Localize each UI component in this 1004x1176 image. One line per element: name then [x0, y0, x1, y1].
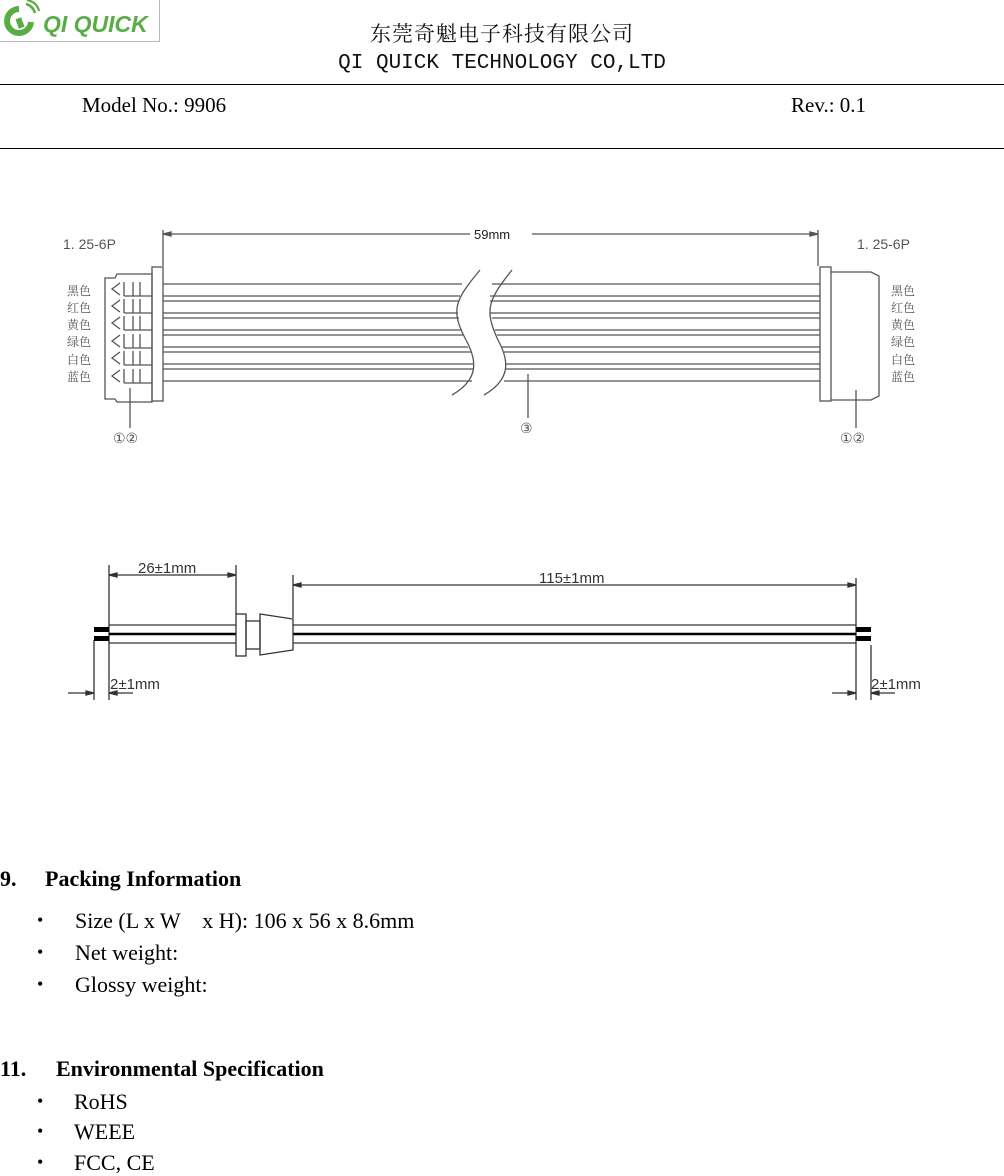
section-number-environmental: 11.: [0, 1056, 27, 1081]
svg-text:白色: 白色: [891, 353, 916, 367]
svg-text:黄色: 黄色: [67, 318, 92, 332]
svg-text:黑色: 黑色: [67, 284, 92, 298]
svg-text:白色: 白色: [67, 353, 92, 367]
ribbon-wires-left: [163, 284, 474, 381]
company-name-english: QI QUICK TECHNOLOGY CO,LTD: [338, 52, 666, 75]
left-connector-pins: [112, 282, 152, 383]
left-wire-color-labels: [67, 284, 91, 384]
header-divider-top: [0, 84, 1004, 85]
bullet-icon: •: [37, 1121, 44, 1141]
left-tinned-end-top: [94, 627, 109, 632]
header-divider-bottom: [0, 148, 1004, 149]
svg-text:黄色: 黄色: [891, 318, 916, 332]
revision-number: Rev.: 0.1: [791, 93, 867, 117]
dim-strip-length: 26±1mm: [138, 560, 197, 577]
packing-net-weight: Net weight:: [75, 940, 179, 965]
packing-size: Size (L x W x H): 106 x 56 x 8.6mm: [75, 908, 415, 933]
section-title-environmental: Environmental Specification: [56, 1056, 324, 1081]
env-rohs: RoHS: [74, 1089, 128, 1114]
dim-tip-left: 2±1mm: [110, 676, 160, 693]
right-wire-color-labels: [891, 284, 915, 384]
right-connector-label: 1. 25-6P: [857, 236, 910, 252]
svg-text:红色: 红色: [67, 301, 92, 315]
env-weee: WEEE: [74, 1119, 136, 1144]
env-fcc-ce: FCC, CE: [74, 1150, 155, 1175]
cable-length-label: 59mm: [474, 227, 511, 242]
svg-text:绿色: 绿色: [67, 335, 92, 349]
bullet-icon: •: [37, 1091, 44, 1111]
dim-tip-right: 2±1mm: [871, 676, 921, 693]
section-title-packing: Packing Information: [45, 866, 242, 891]
company-name-chinese: 东莞奇魁电子科技有限公司: [370, 22, 634, 46]
svg-text:红色: 红色: [891, 301, 916, 315]
svg-text:蓝色: 蓝色: [67, 370, 92, 384]
left-connector-label: 1. 25-6P: [63, 236, 116, 252]
bullet-icon: •: [37, 974, 44, 994]
bullet-icon: •: [37, 942, 44, 962]
packing-gross-weight: Glossy weight:: [75, 972, 208, 997]
right-tinned-end-bottom: [856, 636, 871, 641]
callout-right: ①②: [840, 430, 866, 446]
ribbon-cable-drawing: [0, 200, 1004, 460]
wire-side-view-drawing: [0, 550, 1004, 710]
section-number-packing: 9.: [0, 866, 17, 891]
break-curve-right: [484, 270, 512, 395]
svg-text:黑色: 黑色: [891, 284, 916, 298]
break-curve-left: [452, 270, 480, 395]
svg-text:蓝色: 蓝色: [891, 370, 916, 384]
bullet-icon: •: [37, 1152, 44, 1172]
dim-main-length: 115±1mm: [539, 570, 605, 587]
svg-text:绿色: 绿色: [891, 335, 916, 349]
callout-middle: ③: [520, 420, 533, 436]
right-tinned-end-top: [856, 627, 871, 632]
svg-text:QI QUICK: QI QUICK: [43, 11, 148, 37]
bullet-icon: •: [37, 910, 44, 930]
model-number: Model No.: 9906: [82, 93, 227, 117]
callout-left: ①②: [113, 430, 139, 446]
ribbon-wires-right: [490, 284, 820, 381]
left-tinned-end-bottom: [94, 636, 109, 641]
